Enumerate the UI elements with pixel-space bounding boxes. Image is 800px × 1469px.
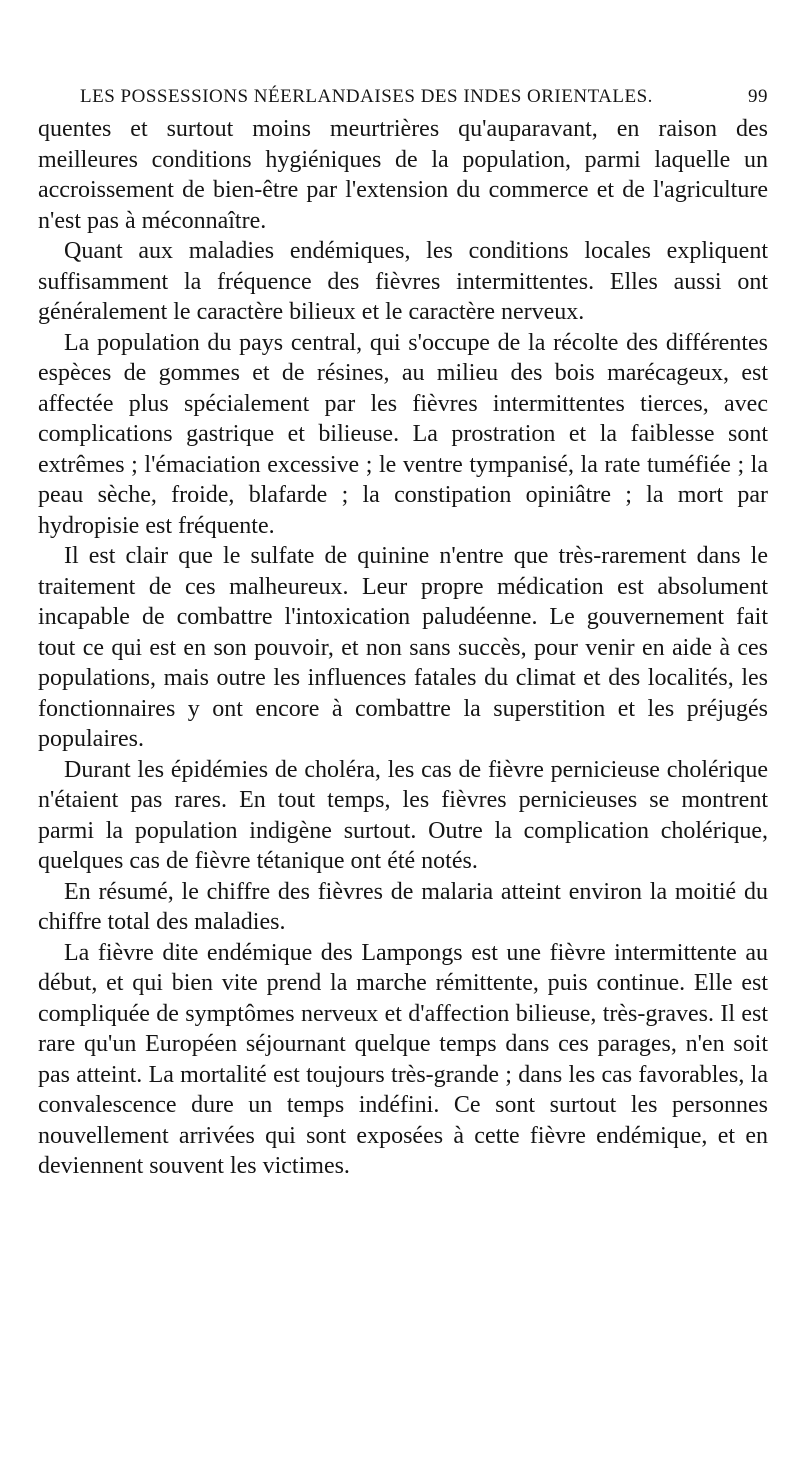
book-page	[38, 74, 768, 1182]
body-text	[38, 114, 768, 1182]
paragraph: La fièvre dite endémique des Lampongs est une fièvre intermittente au début, et qui bien vite prend la marche rémittente, puis continue. Elle est compliquée de symptômes nerveux et d'affection bilieuse, très-graves. Il est rare qu'un Européen séjournant quelque temps dans ces parages, n'en soit pas atteint. La mortalité est toujours très-grande ; dans les cas favorables, la convalescence dure un temps indéfini. Ce sont surtout les personnes nouvellement arrivées qui sont exposées à cette fièvre endémique, et en deviennent souvent les victimes.	[38, 939, 768, 1179]
paragraph: En résumé, le chiffre des fièvres de malaria atteint environ la moitié du chiffre total des maladies.	[38, 878, 768, 935]
paragraph: La population du pays central, qui s'occupe de la récolte des différentes espèces de gommes et de résines, au milieu des bois marécageux, est affectée plus spécialement par les fièvres intermittentes tierces, avec complications gastrique et bilieuse. La prostration et la faiblesse sont extrêmes ; l'émaciation excessive ; le ventre tympanisé, la rate tuméfiée ; la peau sèche, froide, blafarde ; la constipation opiniâtre ; la mort par hydropisie est fréquente.	[38, 329, 768, 539]
running-header	[38, 74, 768, 114]
page-number: 99	[748, 86, 768, 107]
paragraph-continued: quentes et surtout moins meurtrières qu'auparavant, en raison des meilleures conditions hygiéniques de la population, parmi laquelle un accroissement de bien-être par l'extension du commerce et de l'agriculture n'est pas à méconnaître.	[38, 116, 768, 234]
paragraph: Il est clair que le sulfate de quinine n'entre que très-rarement dans le traitement de ces malheureux. Leur propre médication est absolument incapable de combattre l'intoxication paludéenne. Le gouvernement fait tout ce qui est en son pouvoir, et non sans succès, pour venir en aide à ces populations, mais outre les influences fatales du climat et des localités, les fonctionnaires y ont encore à combattre la superstition et les préjugés populaires.	[38, 543, 768, 752]
running-title: LES POSSESSIONS NÉERLANDAISES DES INDES ORIENTALES.	[80, 86, 653, 107]
paragraph: Durant les épidémies de choléra, les cas de fièvre pernicieuse cholérique n'étaient pas rares. En tout temps, les fièvres pernicieuses se montrent parmi la population indigène surtout. Outre la complication cholérique, quelques cas de fièvre tétanique ont été notés.	[38, 756, 768, 874]
paragraph: Quant aux maladies endémiques, les conditions locales expliquent suffisamment la fréquence des fièvres intermittentes. Elles aussi ont généralement le caractère bilieux et le caractère nerveux.	[38, 238, 768, 325]
